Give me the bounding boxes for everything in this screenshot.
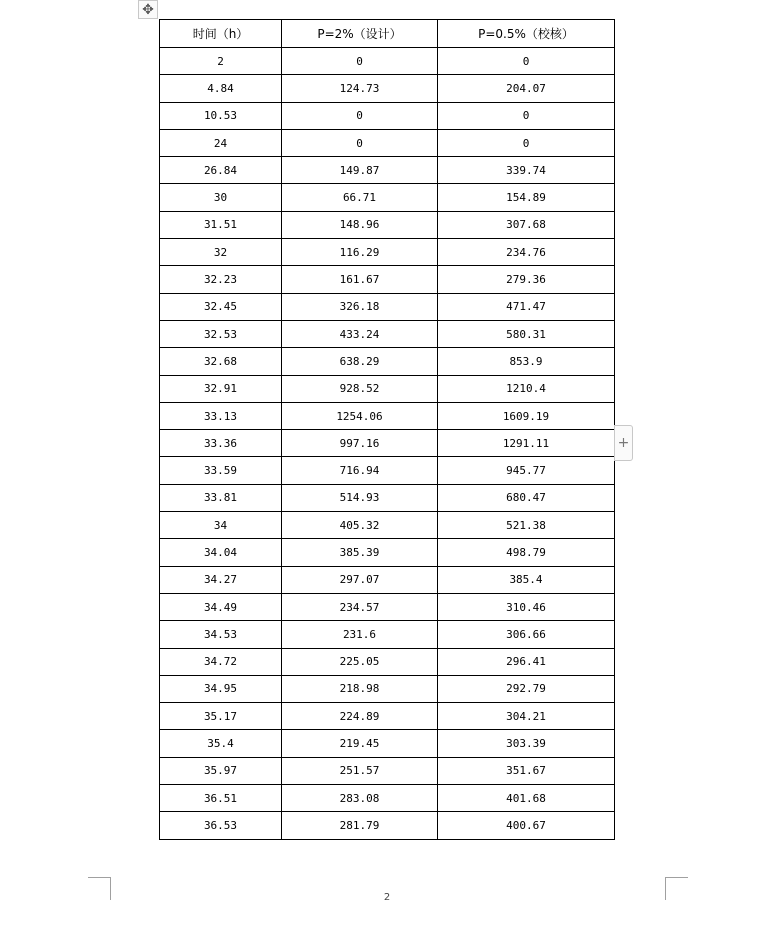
cell-check: 400.67 — [438, 812, 615, 839]
cell-time: 32.45 — [160, 293, 282, 320]
cell-check: 0 — [438, 48, 615, 75]
cell-time: 31.51 — [160, 211, 282, 238]
cell-time: 34.95 — [160, 675, 282, 702]
table-row — [160, 484, 615, 511]
table-row — [160, 293, 615, 320]
cell-time: 32.68 — [160, 348, 282, 375]
table-row — [160, 730, 615, 757]
cell-design: 148.96 — [282, 211, 438, 238]
header-time: 时间（h） — [160, 20, 282, 48]
table-row — [160, 211, 615, 238]
cell-check: 310.46 — [438, 593, 615, 620]
cell-check: 401.68 — [438, 785, 615, 812]
cell-time: 32.53 — [160, 320, 282, 347]
cell-design: 66.71 — [282, 184, 438, 211]
cell-design: 326.18 — [282, 293, 438, 320]
cell-design: 997.16 — [282, 430, 438, 457]
cell-design: 251.57 — [282, 757, 438, 784]
table-row — [160, 266, 615, 293]
cell-time: 35.4 — [160, 730, 282, 757]
cell-check: 1291.11 — [438, 430, 615, 457]
cell-check: 303.39 — [438, 730, 615, 757]
cell-design: 514.93 — [282, 484, 438, 511]
cell-check: 0 — [438, 102, 615, 129]
plus-icon: + — [617, 435, 630, 451]
cell-time: 35.17 — [160, 703, 282, 730]
cell-check: 1210.4 — [438, 375, 615, 402]
cell-design: 234.57 — [282, 593, 438, 620]
cell-check: 385.4 — [438, 566, 615, 593]
table-row — [160, 75, 615, 102]
cell-design: 716.94 — [282, 457, 438, 484]
table-row — [160, 648, 615, 675]
table-row — [160, 566, 615, 593]
cell-time: 34.72 — [160, 648, 282, 675]
table-row — [160, 430, 615, 457]
cell-time: 33.59 — [160, 457, 282, 484]
cell-check: 296.41 — [438, 648, 615, 675]
cell-design: 219.45 — [282, 730, 438, 757]
cell-check: 521.38 — [438, 512, 615, 539]
cell-design: 224.89 — [282, 703, 438, 730]
table-row — [160, 512, 615, 539]
cell-check: 945.77 — [438, 457, 615, 484]
cell-time: 30 — [160, 184, 282, 211]
cell-design: 405.32 — [282, 512, 438, 539]
cell-time: 24 — [160, 129, 282, 156]
cell-design: 433.24 — [282, 320, 438, 347]
table-header-row — [160, 20, 615, 48]
table-row — [160, 375, 615, 402]
cell-design: 225.05 — [282, 648, 438, 675]
cell-check: 279.36 — [438, 266, 615, 293]
cell-design: 281.79 — [282, 812, 438, 839]
cell-check: 204.07 — [438, 75, 615, 102]
table-row — [160, 157, 615, 184]
cell-time: 35.97 — [160, 757, 282, 784]
cell-time: 32.91 — [160, 375, 282, 402]
cell-check: 0 — [438, 129, 615, 156]
cell-time: 2 — [160, 48, 282, 75]
cell-check: 680.47 — [438, 484, 615, 511]
cell-time: 34.27 — [160, 566, 282, 593]
cell-check: 304.21 — [438, 703, 615, 730]
table-row — [160, 757, 615, 784]
table-row — [160, 348, 615, 375]
table-body — [160, 48, 615, 840]
cell-time: 26.84 — [160, 157, 282, 184]
cell-time: 34 — [160, 512, 282, 539]
table-row — [160, 675, 615, 702]
cell-check: 154.89 — [438, 184, 615, 211]
cell-design: 385.39 — [282, 539, 438, 566]
cell-check: 580.31 — [438, 320, 615, 347]
table-row — [160, 539, 615, 566]
cell-design: 218.98 — [282, 675, 438, 702]
cell-time: 32.23 — [160, 266, 282, 293]
table-row — [160, 703, 615, 730]
cell-time: 4.84 — [160, 75, 282, 102]
cell-design: 0 — [282, 129, 438, 156]
cell-check: 292.79 — [438, 675, 615, 702]
table-row — [160, 184, 615, 211]
cell-design: 0 — [282, 102, 438, 129]
cell-time: 34.53 — [160, 621, 282, 648]
table-row — [160, 320, 615, 347]
cell-design: 297.07 — [282, 566, 438, 593]
cell-check: 351.67 — [438, 757, 615, 784]
cell-design: 283.08 — [282, 785, 438, 812]
cell-check: 307.68 — [438, 211, 615, 238]
cell-design: 124.73 — [282, 75, 438, 102]
table-row — [160, 593, 615, 620]
cell-check: 471.47 — [438, 293, 615, 320]
move-arrows-icon: ✥ — [142, 1, 154, 18]
cell-check: 339.74 — [438, 157, 615, 184]
cell-time: 34.04 — [160, 539, 282, 566]
cell-check: 853.9 — [438, 348, 615, 375]
cell-time: 33.36 — [160, 430, 282, 457]
cell-time: 10.53 — [160, 102, 282, 129]
table-move-handle[interactable] — [138, 0, 158, 19]
table-row — [160, 457, 615, 484]
cell-time: 36.51 — [160, 785, 282, 812]
cell-design: 1254.06 — [282, 402, 438, 429]
table-row — [160, 621, 615, 648]
header-check: P=0.5%（校核） — [438, 20, 615, 48]
cell-design: 161.67 — [282, 266, 438, 293]
page-number: 2 — [383, 892, 391, 903]
table-row — [160, 402, 615, 429]
cell-check: 1609.19 — [438, 402, 615, 429]
cell-design: 0 — [282, 48, 438, 75]
cell-design: 638.29 — [282, 348, 438, 375]
cell-time: 33.81 — [160, 484, 282, 511]
data-table — [159, 19, 615, 840]
cell-time: 32 — [160, 239, 282, 266]
add-column-button[interactable] — [614, 425, 633, 461]
table-row — [160, 785, 615, 812]
cell-check: 306.66 — [438, 621, 615, 648]
page-margin-corner-right — [665, 877, 688, 900]
page-margin-corner-left — [88, 877, 111, 900]
cell-time: 36.53 — [160, 812, 282, 839]
table-row — [160, 129, 615, 156]
cell-design: 116.29 — [282, 239, 438, 266]
table-row — [160, 102, 615, 129]
cell-design: 149.87 — [282, 157, 438, 184]
table-row — [160, 812, 615, 839]
cell-time: 34.49 — [160, 593, 282, 620]
cell-design: 231.6 — [282, 621, 438, 648]
header-design: P=2%（设计） — [282, 20, 438, 48]
cell-check: 498.79 — [438, 539, 615, 566]
cell-design: 928.52 — [282, 375, 438, 402]
cell-check: 234.76 — [438, 239, 615, 266]
table-row — [160, 48, 615, 75]
cell-time: 33.13 — [160, 402, 282, 429]
table-row — [160, 239, 615, 266]
